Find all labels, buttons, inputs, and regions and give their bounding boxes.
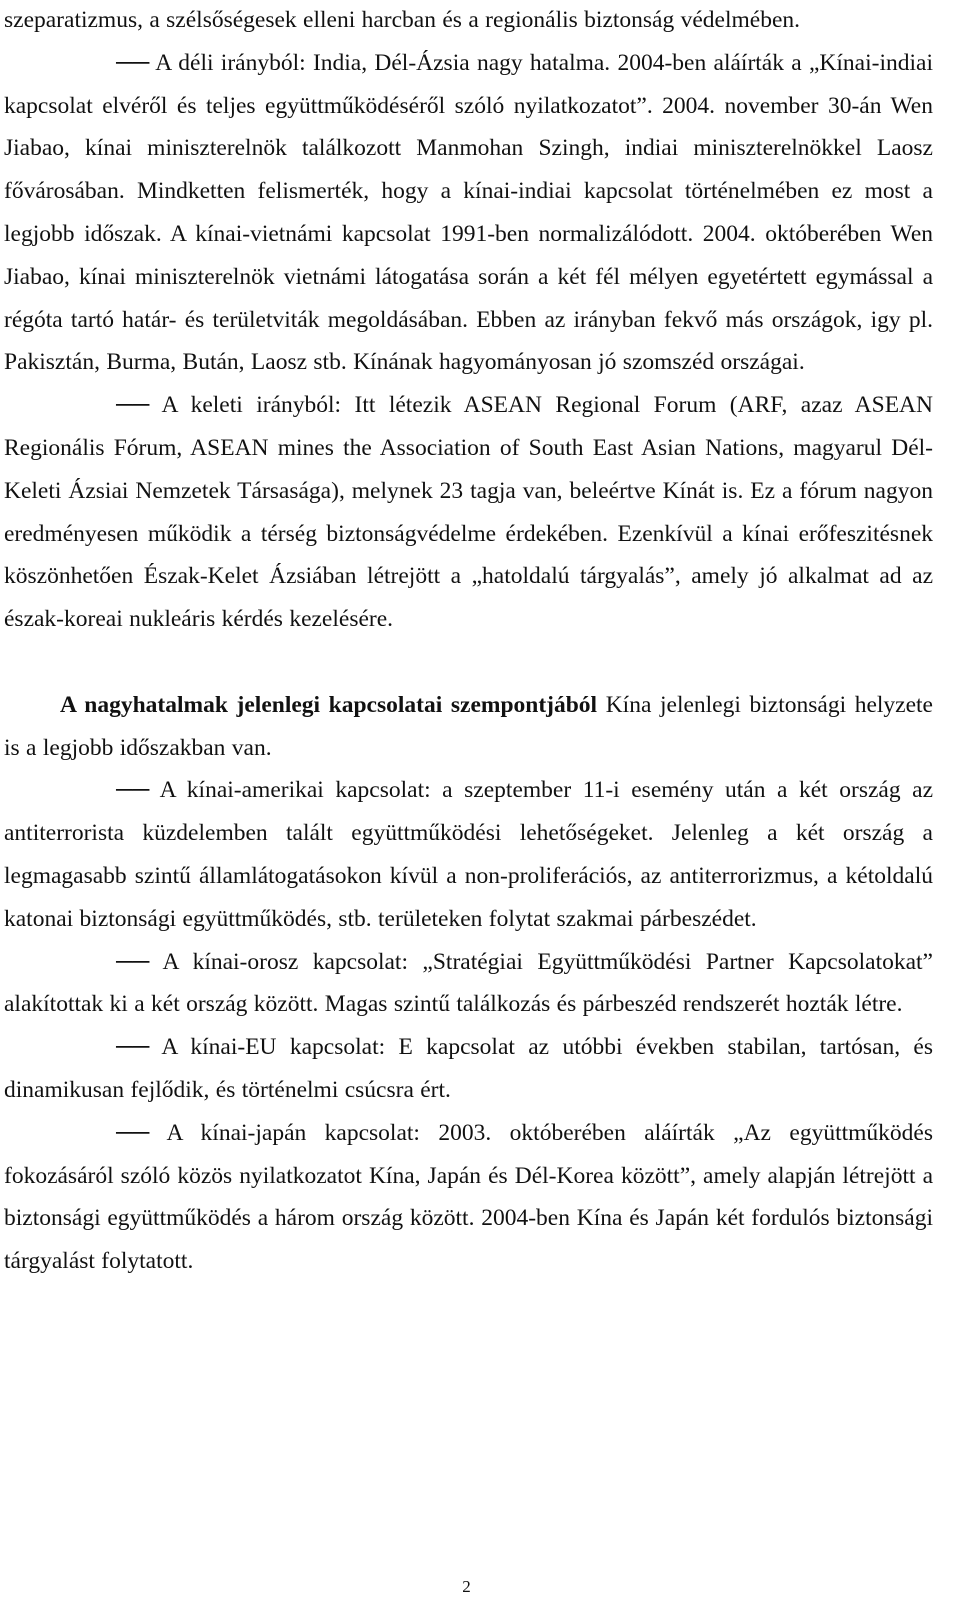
paragraph-text: A kínai-orosz kapcsolat: „Stratégiai Együttműködési Partner Kapcsolatokat” alakítottak ki a két ország között. Magas szintű találkozás és párbeszéd rendszerét hozták létre. <box>4 948 933 1018</box>
paragraph-china-eu <box>4 1026 933 1112</box>
paragraph-text: A déli irányból: India, Dél-Ázsia nagy hatalma. 2004-ben aláírták a „Kínai-indiai kapcsolat elvéről és teljes együttműködéséről szóló nyilatkozatot”. 2004. november 30-án Wen Jiabao, kínai miniszterelnök találkozott Manmohan Szingh, indiai miniszterelnökkel Laosz fővárosában. Mindketten felismerték, hogy a kínai-indiai kapcsolat történelmében ez most a legjobb időszak. A kínai-vietnámi kapcsolat 1991-ben normalizálódott. 2004. októberében Wen Jiabao, kínai miniszterelnök vietnámi látogatása során a két fél mélyen egyetértett egymással a régóta tartó határ- és területviták megoldásában. Ebben az irányban fekvő más országok, igy pl. Pakisztán, Burma, Bután, Laosz stb. Kínának hagyományosan jó szomszéd országai. <box>4 49 933 376</box>
paragraph-text: szeparatizmus, a szélsőségesek elleni harcban és a regionális biztonság védelmében. <box>4 7 801 33</box>
paragraph-text: A keleti irányból: Itt létezik ASEAN Regional Forum (ARF, azaz ASEAN Regionális Fórum, ASEAN mines the Association of South East Asian Nations, magyarul Dél-Keleti Ázsiai Nemzetek Társasága), melynek 23 tagja van, beleértve Kínát is. Ez a fórum nagyon eredményesen működik a térség biztonságvédelme érdekében. Ezenkívül a kínai erőfeszitésnek köszönhetően Észak-Kelet Ázsiában létrejött a „hatoldalú tárgyalás”, amely jó alkalmat ad az észak-koreai nukleáris kérdés kezelésére. <box>4 392 933 633</box>
paragraph-great-powers <box>4 684 933 770</box>
paragraph-east-direction <box>4 384 933 641</box>
paragraph-text: A kínai-EU kapcsolat: E kapcsolat az utóbbi években stabilan, tartósan, és dinamikusan fejlődik, és történelmi csúcsra ért. <box>4 1034 933 1103</box>
dash-marker: ── <box>116 948 150 975</box>
dash-marker: ── <box>116 49 150 76</box>
page-number: 2 <box>462 1577 471 1596</box>
dash-marker: ── <box>116 1119 150 1146</box>
document-body <box>4 0 933 1283</box>
paragraph-text: Kína jelenlegi biztonsági helyzete is a legjobb időszakban van. <box>4 691 933 761</box>
paragraph-continuation <box>4 0 933 42</box>
paragraph-china-japan <box>4 1112 933 1283</box>
paragraph-south-direction <box>4 42 933 384</box>
paragraph-bold-lead: A nagyhatalmak jelenlegi kapcsolatai szempontjából <box>60 691 598 718</box>
paragraph-china-us <box>4 769 933 940</box>
dash-marker: ── <box>116 1034 150 1061</box>
dash-marker: ── <box>116 392 150 419</box>
paragraph-china-russia <box>4 941 933 1027</box>
paragraph-text: A kínai-amerikai kapcsolat: a szeptember 11-i esemény után a két ország az antiterrorista küzdelemben talált együttműködési lehetőségeket. Jelenleg a két ország a legmagasabb szintű államlátogatásokon kívül a non-proliferációs, az antiterrorizmus, a kétoldalú katonai biztonsági együttműködés, stb. területeken folytat szakmai párbeszédet. <box>4 777 933 932</box>
paragraph-text: A kínai-japán kapcsolat: 2003. októberében aláírták „Az együttműködés fokozásáról szóló közös nyilatkozatot Kína, Japán és Dél-Korea között”, amely alapján létrejött a biztonsági együttműködés a három ország között. 2004-ben Kína és Japán két fordulós biztonsági tárgyalást folytatott. <box>4 1119 933 1275</box>
dash-marker: ── <box>116 777 150 804</box>
